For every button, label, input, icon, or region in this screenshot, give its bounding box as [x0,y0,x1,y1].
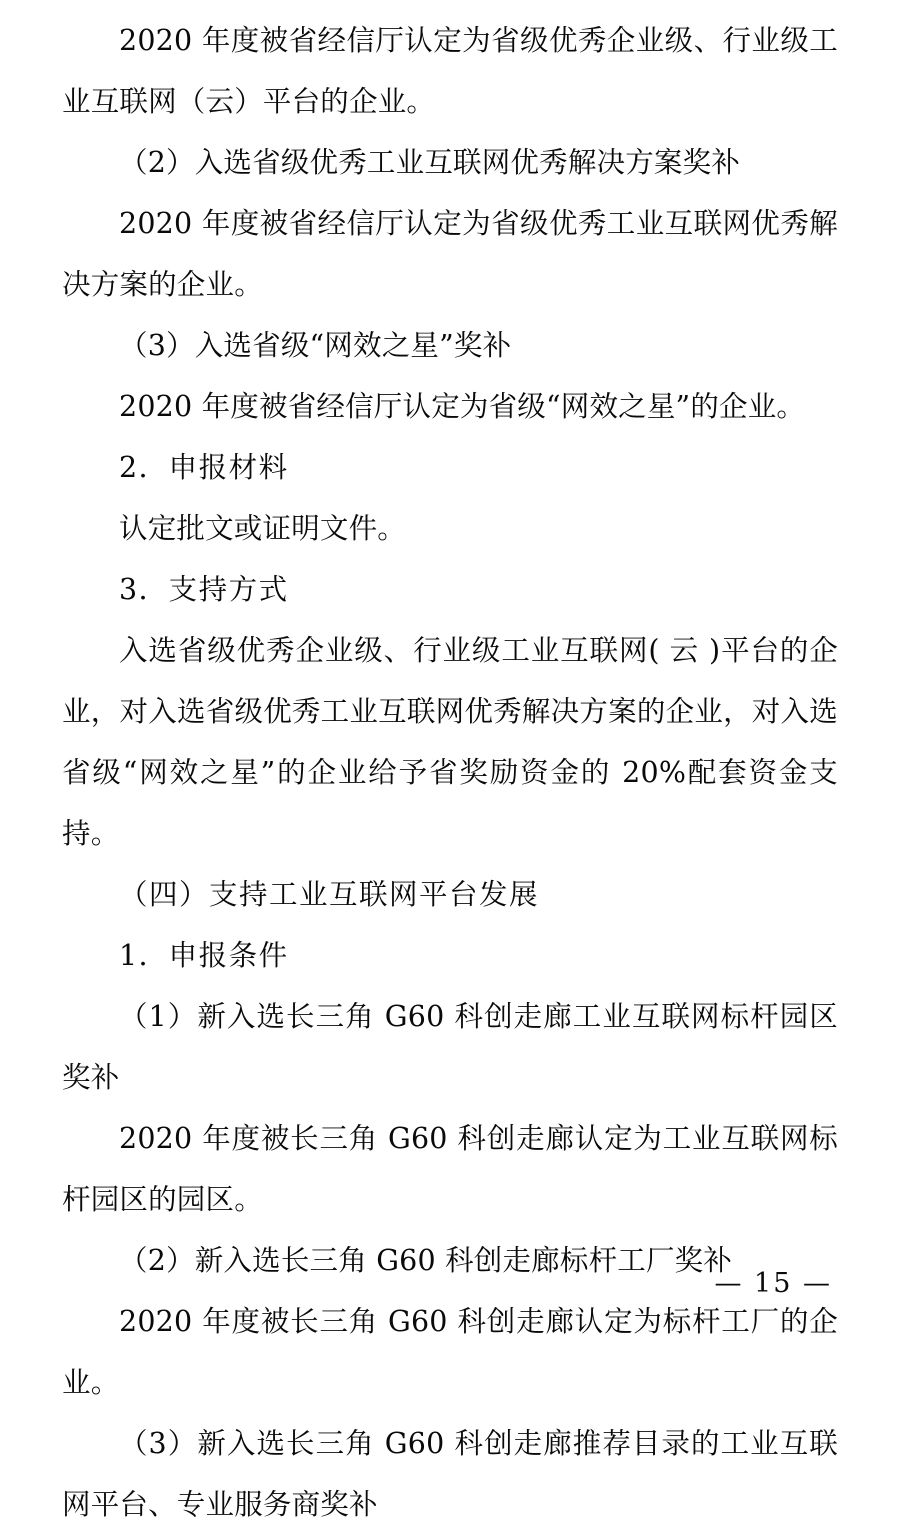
paragraph-p4: （3）入选省级“网效之星”奖补 [119,329,512,362]
page-number: — 15 — [714,1268,832,1299]
heading-shenbao-tiaojian: 1．申报条件 [119,939,289,972]
paragraph-p3: 2020 年度被省经信厅认定为省级优秀工业互联网优秀解决方案的企业。 [62,207,838,301]
paragraph-p1: 2020 年度被省经信厅认定为省级优秀企业级、行业级工业互联网（云）平台的企业。 [62,24,838,118]
paragraph-p13: 2020 年度被长三角 G60 科创走廊认定为工业互联网标杆园区的园区。 [62,1122,838,1216]
paragraph-p7: 认定批文或证明文件。 [119,512,407,545]
document-body [62,10,838,1535]
heading-section-four: （四）支持工业互联网平台发展 [119,878,540,911]
paragraph-p15: 2020 年度被长三角 G60 科创走廊认定为标杆工厂的企业。 [62,1305,838,1399]
paragraph-p2: （2）入选省级优秀工业互联网优秀解决方案奖补 [119,146,741,179]
paragraph-p14: （2）新入选长三角 G60 科创走廊标杆工厂奖补 [119,1244,733,1277]
heading-shenbao-cailiao: 2．申报材料 [119,451,289,484]
paragraph-p9: 入选省级优秀企业级、行业级工业互联网( 云 )平台的企业，对入选省级优秀工业互联网优秀解决方案的企业，对入选省级“网效之星”的企业给予省奖励资金的 20%配套资金支持。 [62,634,838,850]
heading-zhichi-fangshi: 3．支持方式 [119,573,289,606]
paragraph-p5: 2020 年度被省经信厅认定为省级“网效之星”的企业。 [119,390,806,423]
paragraph-p16: （3）新入选长三角 G60 科创走廊推荐目录的工业互联网平台、专业服务商奖补 [62,1427,838,1521]
paragraph-p12: （1）新入选长三角 G60 科创走廊工业互联网标杆园区奖补 [62,1000,838,1094]
